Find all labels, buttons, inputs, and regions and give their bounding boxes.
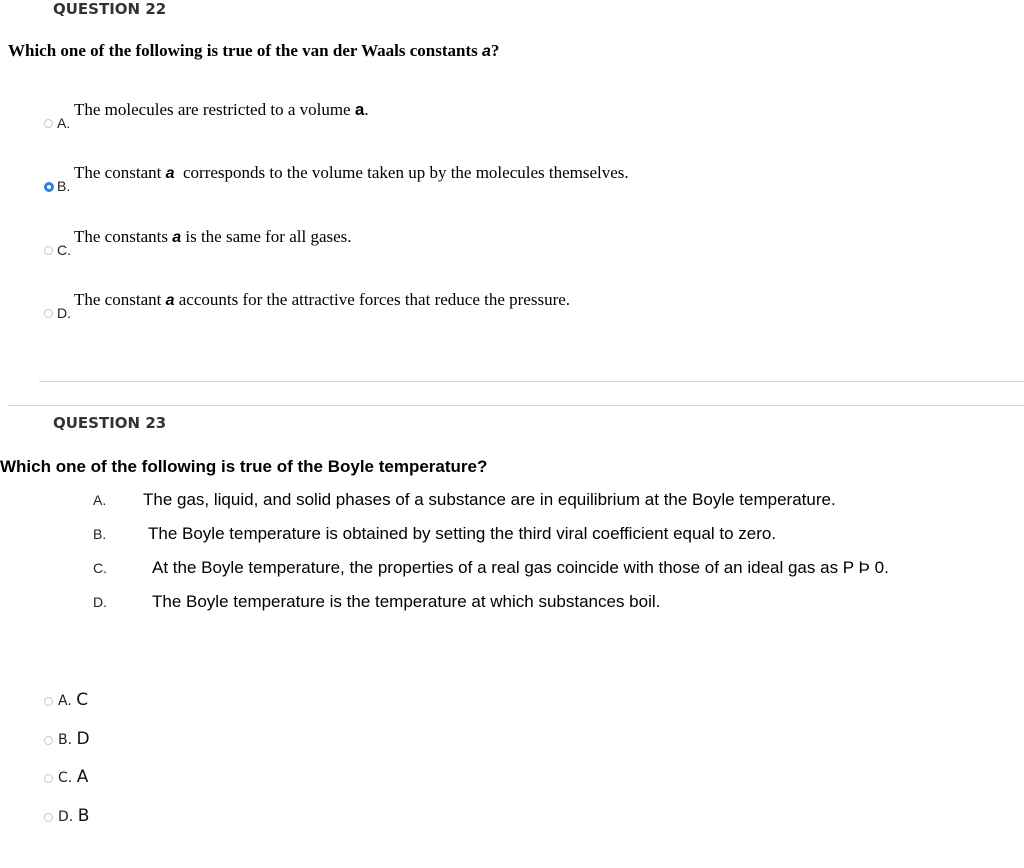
q22-option-c-var: a	[172, 229, 182, 246]
q22-option-c-after: is the same for all gases.	[181, 227, 352, 246]
q23-answer-c-radio[interactable]	[44, 774, 53, 783]
q22-option-a-before: The molecules are restricted to a volume	[74, 100, 355, 119]
q22-option-b-after: corresponds to the volume taken up by the molecules themselves.	[174, 163, 629, 182]
q23-answer-a-label	[58, 690, 88, 710]
q22-option-a[interactable]	[44, 100, 1004, 130]
q22-option-a-text	[74, 100, 369, 120]
q23-statement-d-letter: D.	[93, 594, 107, 610]
q22-option-d-after: accounts for the attractive forces that reduce the pressure.	[174, 290, 571, 309]
q22-option-b-letter: B.	[57, 178, 71, 194]
q23-answer-c-letter: C.	[58, 770, 73, 786]
q22-option-c-text	[74, 227, 352, 247]
q22-option-c-before: The constants	[74, 227, 173, 246]
q22-option-a-letter: A.	[57, 115, 71, 131]
q23-answer-d-label	[58, 806, 89, 826]
question-23-title: QUESTION 23	[53, 414, 167, 432]
q23-answer-b-letter: B.	[58, 732, 73, 748]
q23-statement-b-letter: B.	[93, 526, 107, 542]
q23-answer-d[interactable]	[44, 806, 244, 826]
q22-option-b-before: The constant	[74, 163, 166, 182]
q23-answer-b-value: D	[76, 729, 90, 749]
q23-statement-a-letter: A.	[93, 492, 107, 508]
q22-option-d[interactable]	[44, 290, 1004, 320]
q22-option-d-text	[74, 290, 570, 310]
q23-answer-c-label	[58, 767, 88, 787]
q23-answer-a-value: C	[76, 690, 89, 710]
q22-option-a-var: a	[354, 100, 365, 119]
q23-statement-a-text: The gas, liquid, and solid phases of a substance are in equilibrium at the Boyle temperature.	[143, 490, 836, 509]
q23-answer-a[interactable]	[44, 690, 244, 710]
q23-answer-c-value: A	[76, 767, 89, 787]
question-22-title: QUESTION 22	[53, 0, 167, 18]
q23-statement-b-text: The Boyle temperature is obtained by setting the third viral coefficient equal to zero.	[148, 524, 777, 543]
q22-option-a-after: .	[364, 100, 369, 119]
q23-answer-b-radio[interactable]	[44, 736, 53, 745]
q22-option-d-before: The constant	[74, 290, 166, 309]
q22-option-d-var: a	[165, 292, 175, 309]
q23-statement-d-text: The Boyle temperature is the temperature at which substances boil.	[152, 592, 661, 611]
question-22-suffix: ?	[490, 41, 500, 60]
q23-answer-a-letter: A.	[58, 693, 72, 709]
q22-option-c-letter: C.	[57, 242, 71, 258]
q22-option-a-radio[interactable]	[44, 119, 53, 128]
q23-answer-b[interactable]	[44, 729, 244, 749]
q22-option-d-radio[interactable]	[44, 309, 53, 318]
question-22-prefix: Which one of the following is true of the van der Waals constants	[8, 41, 482, 60]
q23-statement-c-letter: C.	[93, 560, 107, 576]
q22-option-b[interactable]	[44, 163, 1004, 193]
question-22-text	[8, 41, 499, 61]
question-23-text: Which one of the following is true of the Boyle temperature?	[0, 457, 488, 476]
q23-statement-c-text: At the Boyle temperature, the properties of a real gas coincide with those of an ideal gas as P Þ 0.	[152, 558, 889, 577]
q22-option-b-text	[74, 163, 629, 183]
question-22-variable: a	[481, 43, 491, 60]
question-divider-outer	[8, 405, 1024, 406]
q23-answer-c[interactable]	[44, 767, 244, 787]
q22-option-c[interactable]	[44, 227, 1004, 257]
q23-answer-d-letter: D.	[58, 809, 74, 825]
question-divider-inner	[39, 381, 1024, 382]
q22-option-b-radio[interactable]	[44, 182, 54, 192]
q23-answer-b-label	[58, 729, 90, 749]
q23-answer-d-value: B	[77, 806, 90, 826]
q23-answer-a-radio[interactable]	[44, 697, 53, 706]
q22-option-c-radio[interactable]	[44, 246, 53, 255]
q22-option-b-var: a	[165, 165, 175, 182]
q22-option-d-letter: D.	[57, 305, 71, 321]
q23-answer-d-radio[interactable]	[44, 813, 53, 822]
